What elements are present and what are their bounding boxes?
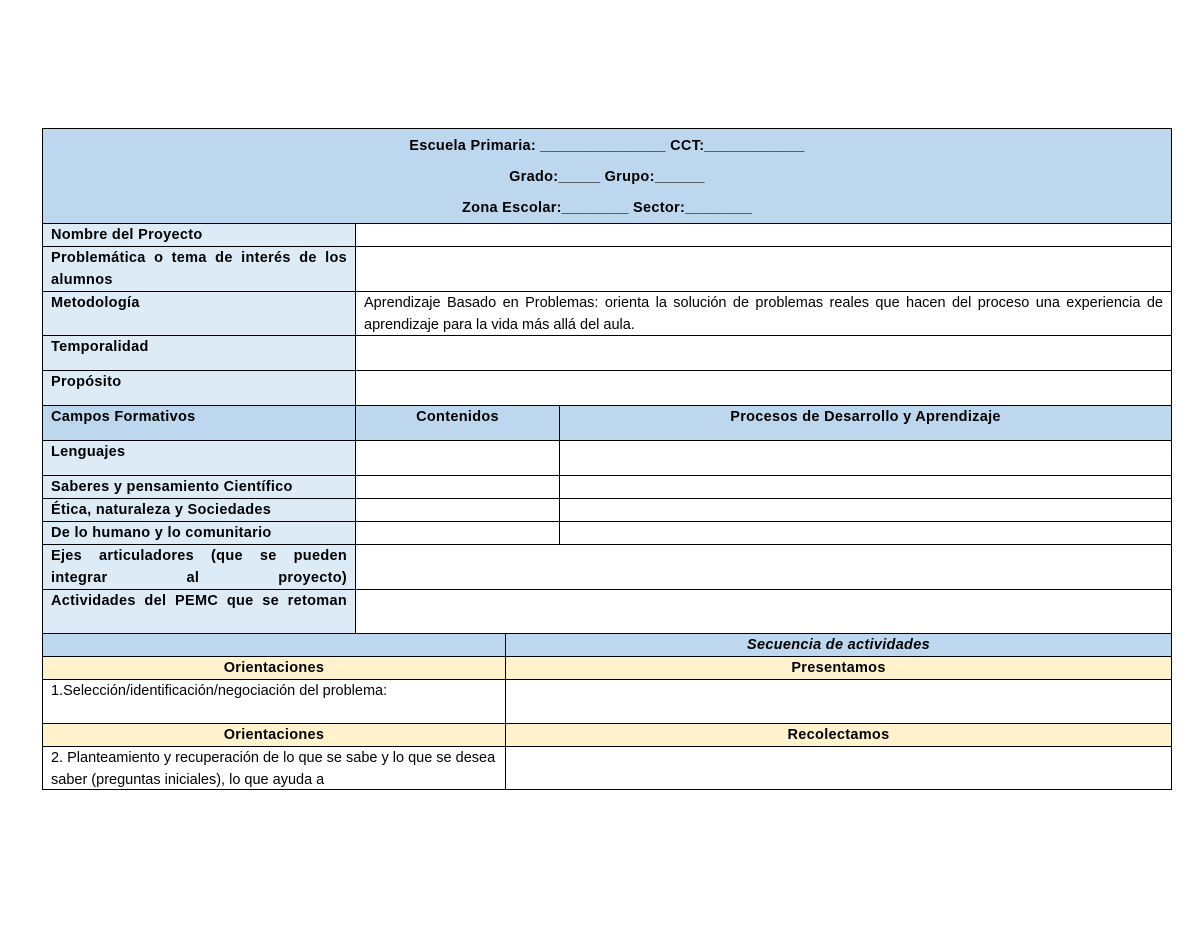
sequence-title: Secuencia de actividades — [505, 634, 1171, 656]
temporality-label: Temporalidad — [43, 336, 355, 370]
processes-cell[interactable] — [559, 476, 1171, 498]
processes-cell[interactable] — [559, 441, 1171, 475]
problem-label: Problemática o tema de interés de los alumnos — [43, 247, 355, 291]
field-row — [42, 476, 1172, 499]
project-planning-table — [42, 128, 1172, 790]
step2-activity[interactable] — [505, 747, 1171, 789]
axes-value[interactable] — [355, 545, 1171, 589]
purpose-value[interactable] — [355, 371, 1171, 405]
recolectamos-header: Recolectamos — [505, 724, 1171, 746]
purpose-row — [42, 371, 1172, 406]
presentamos-header: Presentamos — [505, 657, 1171, 679]
processes-header: Procesos de Desarrollo y Aprendizaje — [559, 406, 1171, 440]
step2-text: 2. Planteamiento y recuperación de lo que se sabe y lo que se desea saber (preguntas iniciales), lo que ayuda a — [51, 750, 496, 788]
fields-header-row — [42, 406, 1172, 441]
step1-text: 1.Selección/identificación/negociación del problema: — [51, 683, 388, 699]
pemc-label: Actividades del PEMC que se retoman — [43, 590, 355, 633]
contents-cell[interactable] — [355, 441, 559, 475]
step1-activity[interactable] — [505, 680, 1171, 723]
step2-row — [42, 747, 1172, 790]
sequence-title-spacer — [43, 634, 505, 656]
project-name-value[interactable] — [355, 224, 1171, 246]
purpose-label: Propósito — [43, 371, 355, 405]
axes-row — [42, 545, 1172, 590]
pemc-value[interactable] — [355, 590, 1171, 633]
sequence-title-row — [42, 634, 1172, 657]
step1-row — [42, 680, 1172, 724]
methodology-row — [42, 292, 1172, 336]
field-label: Saberes y pensamiento Científico — [43, 476, 355, 498]
field-row — [42, 499, 1172, 522]
field-row — [42, 441, 1172, 476]
zone-sector-line: Zona Escolar:________ Sector:________ — [462, 200, 752, 216]
field-label: De lo humano y lo comunitario — [43, 522, 355, 544]
field-label: Ética, naturaleza y Sociedades — [43, 499, 355, 521]
school-header — [42, 128, 1172, 224]
orientaciones-header: Orientaciones — [223, 660, 325, 676]
school-line: Escuela Primaria: _______________ CCT:____________ — [409, 138, 805, 154]
contents-cell[interactable] — [355, 522, 559, 544]
orientaciones-header: Orientaciones — [223, 727, 325, 743]
field-row — [42, 522, 1172, 545]
problem-row — [42, 247, 1172, 292]
temporality-value[interactable] — [355, 336, 1171, 370]
axes-label: Ejes articuladores (que se pueden integrar al proyecto) — [43, 545, 355, 589]
contents-cell[interactable] — [355, 499, 559, 521]
temporality-row — [42, 336, 1172, 371]
problem-value[interactable] — [355, 247, 1171, 291]
methodology-value: Aprendizaje Basado en Problemas: orienta la solución de problemas reales que hacen del proceso una experiencia de aprendizaje para la vida más allá del aula. — [355, 292, 1171, 335]
contents-cell[interactable] — [355, 476, 559, 498]
grade-group-line: Grado:_____ Grupo:______ — [509, 169, 705, 185]
contents-header: Contenidos — [355, 406, 559, 440]
project-name-row — [42, 224, 1172, 247]
processes-cell[interactable] — [559, 522, 1171, 544]
processes-cell[interactable] — [559, 499, 1171, 521]
fields-header: Campos Formativos — [51, 409, 196, 425]
recolectamos-header-row — [42, 724, 1172, 747]
presentamos-header-row — [42, 657, 1172, 680]
pemc-row — [42, 590, 1172, 634]
field-label: Lenguajes — [43, 441, 355, 475]
project-name-label: Nombre del Proyecto — [43, 224, 355, 246]
methodology-label: Metodología — [43, 292, 355, 335]
